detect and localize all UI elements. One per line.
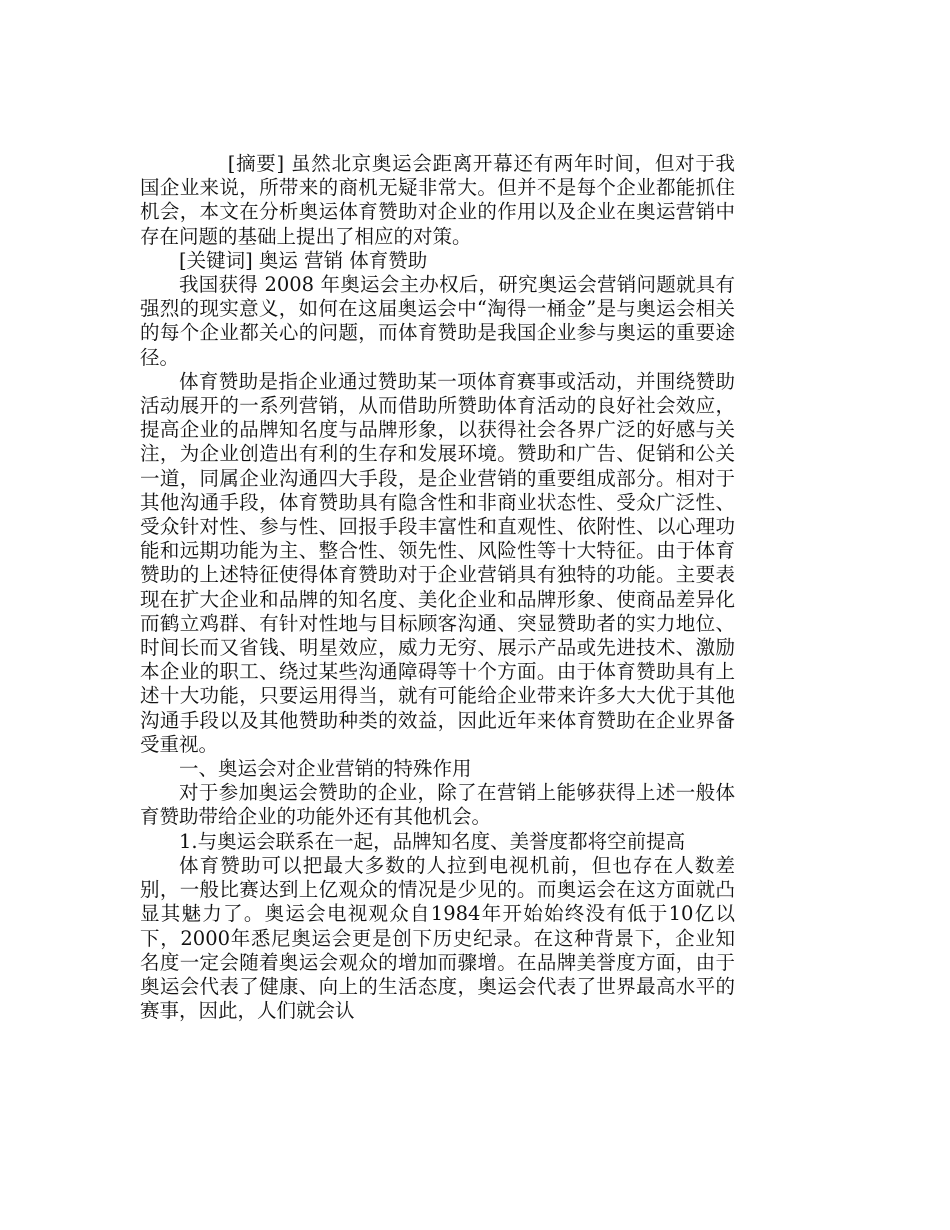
section-heading: 一、奥运会对企业营销的特殊作用 <box>179 757 472 781</box>
section-intro-paragraph: 对于参加奥运会赞助的企业，除了在营销上能够获得上述一般体育赞助带给企业的功能外还有其他机会。 <box>140 781 735 829</box>
body-paragraph: 体育赞助是指企业通过赞助某一项体育赛事或活动，并围绕赞助活动展开的一系列营销，从而借助所赞助体育活动的良好社会效应，提高企业的品牌知名度与品牌形象，以获得社会各界广泛的好感与关注，为企业创造出有利的生存和发展环境。赞助和广告、促销和公关一道，同属企业沟通四大手段，是企业营销的重要组成部分。相对于其他沟通手段，体育赞助具有隐含性和非商业状态性、受众广泛性、受众针对性、参与性、回报手段丰富性和直观性、依附性、以心理功能和远期功能为主、整合性、领先性、风险性等十大特征。由于体育赞助的上述特征使得体育赞助对于企业营销具有独特的功能。主要表现在扩大企业和品牌的知名度、美化企业和品牌形象、使商品差异化而鹤立鸡群、有针对性地与目标顾客沟通、突显赞助者的实力地位、时间长而又省钱、明星效应，威力无穷、展示产品或先进技术、激励本企业的职工、绕过某些沟通障碍等十个方面。由于体育赞助具有上述十大功能，只要运用得当，就有可能给企业带来许多大大优于其他沟通手段以及其他赞助种类的效益，因此近年来体育赞助在企业界备受重视。 <box>140 369 735 756</box>
body-paragraph: 我国获得 2008 年奥运会主办权后，研究奥运会营销问题就具有强烈的现实意义，如何在这届奥运会中“淘得一桶金”是与奥运会相关的每个企业都关心的问题，而体育赞助是我国企业参与奥运的重要途径。 <box>140 273 735 369</box>
document-body <box>140 152 735 1023</box>
keywords-line: [关键词] 奥运 营销 体育赞助 <box>179 248 428 272</box>
subheading: 1.与奥运会联系在一起，品牌知名度、美誉度都将空前提高 <box>179 829 686 853</box>
abstract-paragraph: [摘要] 虽然北京奥运会距离开幕还有两年时间，但对于我国企业来说，所带来的商机无疑非常大。但并不是每个企业都能抓住机会，本文在分析奥运体育赞助对企业的作用以及企业在奥运营销中存在问题的基础上提出了相应的对策。 <box>140 152 735 248</box>
sub-paragraph: 体育赞助可以把最大多数的人拉到电视机前，但也存在人数差别，一般比赛达到上亿观众的情况是少见的。而奥运会在这方面就凸显其魅力了。奥运会电视观众自1984年开始始终没有低于10亿以下，2000年悉尼奥运会更是创下历史纪录。在这种背景下，企业知名度一定会随着奥运会观众的增加而骤增。在品牌美誉度方面，由于奥运会代表了健康、向上的生活态度，奥运会代表了世界最高水平的赛事，因此，人们就会认 <box>140 853 735 1023</box>
